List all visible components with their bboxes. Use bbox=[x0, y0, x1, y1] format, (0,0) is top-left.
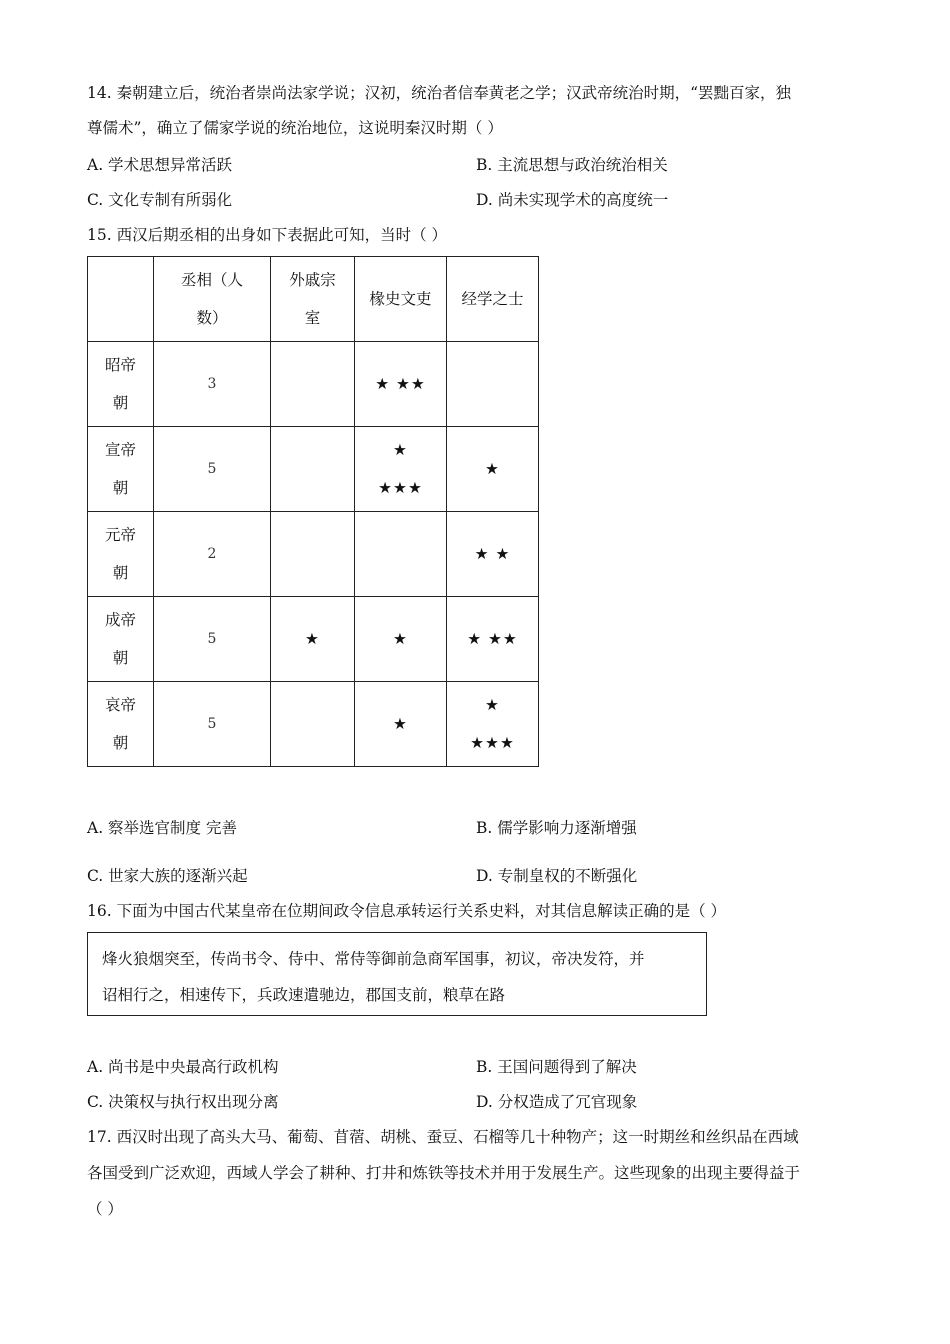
era-suffix: 朝 bbox=[112, 479, 129, 497]
waiqi-cell bbox=[271, 342, 355, 427]
era-cell bbox=[88, 427, 154, 512]
era-cell bbox=[88, 512, 154, 597]
jingxue-cell: ★ ★ bbox=[447, 512, 539, 597]
era-name: 元帝 bbox=[104, 526, 136, 544]
era-suffix: 朝 bbox=[112, 734, 129, 752]
count-cell: 2 bbox=[154, 512, 271, 597]
q17-stem-line3: （ ） bbox=[87, 1200, 123, 1218]
table-row bbox=[88, 512, 539, 597]
era-name: 宣帝 bbox=[104, 441, 136, 459]
yuanshi-cell bbox=[355, 512, 447, 597]
header-yuanshi: 椽史文吏 bbox=[355, 257, 447, 342]
q16-option-c: C. 决策权与执行权出现分离 bbox=[87, 1093, 279, 1111]
jingxue-cell bbox=[447, 342, 539, 427]
q15-stem: 15. 西汉后期丞相的出身如下表据此可知，当时（ ） bbox=[87, 226, 448, 244]
q17-stem-line1: 17. 西汉时出现了高头大马、葡萄、苜蓿、胡桃、蚕豆、石榴等几十种物产；这一时期丝和丝织品在西域 bbox=[87, 1128, 799, 1146]
header-waiqi-line2: 室 bbox=[304, 309, 321, 327]
q14-option-a: A. 学术思想异常活跃 bbox=[87, 156, 233, 174]
jingxue-cell: ★ ★★ bbox=[447, 597, 539, 682]
count-cell: 5 bbox=[154, 682, 271, 767]
q16-option-b: B. 王国问题得到了解决 bbox=[476, 1058, 637, 1076]
q14-stem-line2: 尊儒术”，确立了儒家学说的统治地位，这说明秦汉时期（ ） bbox=[87, 119, 503, 137]
q15-option-a: A. 察举选官制度 完善 bbox=[87, 819, 237, 837]
era-suffix: 朝 bbox=[112, 649, 129, 667]
count-cell: 5 bbox=[154, 597, 271, 682]
table-row bbox=[88, 597, 539, 682]
yuanshi-cell bbox=[355, 342, 447, 427]
q14-option-b: B. 主流思想与政治统治相关 bbox=[476, 156, 668, 174]
yuanshi-cell: ★ bbox=[355, 597, 447, 682]
q16-quote-line1: 烽火狼烟突至，传尚书令、侍中、常侍等御前急商军国事，初议，帝决发符，并 bbox=[102, 950, 645, 968]
header-chancellor-line1: 丞相（人 bbox=[180, 271, 243, 289]
chancellor-origin-table bbox=[87, 256, 539, 767]
era-cell bbox=[88, 682, 154, 767]
jingxue-cell bbox=[447, 682, 539, 767]
q14-stem-line1: 14. 秦朝建立后，统治者崇尚法家学说；汉初，统治者信奉黄老之学；汉武帝统治时期，“罢黜百家，独 bbox=[87, 84, 792, 102]
yuanshi-stars-line2: ★★★ bbox=[378, 479, 423, 497]
era-name: 昭帝 bbox=[104, 356, 136, 374]
yuanshi-cell bbox=[355, 427, 447, 512]
waiqi-cell bbox=[271, 427, 355, 512]
q14-option-d: D. 尚未实现学术的高度统一 bbox=[476, 191, 669, 209]
waiqi-cell bbox=[271, 512, 355, 597]
yuanshi-stars: ★ bbox=[393, 441, 408, 459]
header-jingxue: 经学之士 bbox=[447, 257, 539, 342]
era-name: 哀帝 bbox=[104, 696, 136, 714]
era-cell bbox=[88, 597, 154, 682]
count-cell: 3 bbox=[154, 342, 271, 427]
waiqi-cell bbox=[271, 682, 355, 767]
q15-option-d: D. 专制皇权的不断强化 bbox=[476, 867, 638, 885]
q15-option-b: B. 儒学影响力逐渐增强 bbox=[476, 819, 637, 837]
waiqi-cell: ★ bbox=[271, 597, 355, 682]
q17-stem-line2: 各国受到广泛欢迎，西域人学会了耕种、打井和炼铁等技术并用于发展生产。这些现象的出现主要得益于 bbox=[87, 1164, 801, 1182]
header-waiqi bbox=[271, 257, 355, 342]
table-row bbox=[88, 342, 539, 427]
header-chancellor-line2: 数） bbox=[196, 309, 228, 327]
jingxue-stars-line2: ★★★ bbox=[470, 734, 515, 752]
era-suffix: 朝 bbox=[112, 394, 129, 412]
q16-stem: 16. 下面为中国古代某皇帝在位期间政令信息承转运行关系史料，对其信息解读正确的是（ ） bbox=[87, 902, 727, 920]
q16-quote-line2: 诏相行之，相速传下，兵政速遣驰边，郡国支前，粮草在路 bbox=[102, 986, 506, 1004]
table-row bbox=[88, 682, 539, 767]
q16-source-box bbox=[87, 932, 707, 1016]
yuanshi-cell: ★ bbox=[355, 682, 447, 767]
header-empty-cell bbox=[88, 257, 154, 342]
table-row bbox=[88, 427, 539, 512]
jingxue-stars: ★ bbox=[485, 696, 500, 714]
yuanshi-stars: ★ ★★ bbox=[375, 375, 426, 393]
q14-option-c: C. 文化专制有所弱化 bbox=[87, 191, 233, 209]
q16-option-a: A. 尚书是中央最高行政机构 bbox=[87, 1058, 279, 1076]
jingxue-cell: ★ bbox=[447, 427, 539, 512]
era-cell bbox=[88, 342, 154, 427]
q16-option-d: D. 分权造成了冗官现象 bbox=[476, 1093, 638, 1111]
era-suffix: 朝 bbox=[112, 564, 129, 582]
era-name: 成帝 bbox=[104, 611, 136, 629]
header-waiqi-line1: 外戚宗 bbox=[289, 271, 336, 289]
header-chancellor-count bbox=[154, 257, 271, 342]
q15-option-c: C. 世家大族的逐渐兴起 bbox=[87, 867, 248, 885]
table-header-row bbox=[88, 257, 539, 342]
count-cell: 5 bbox=[154, 427, 271, 512]
